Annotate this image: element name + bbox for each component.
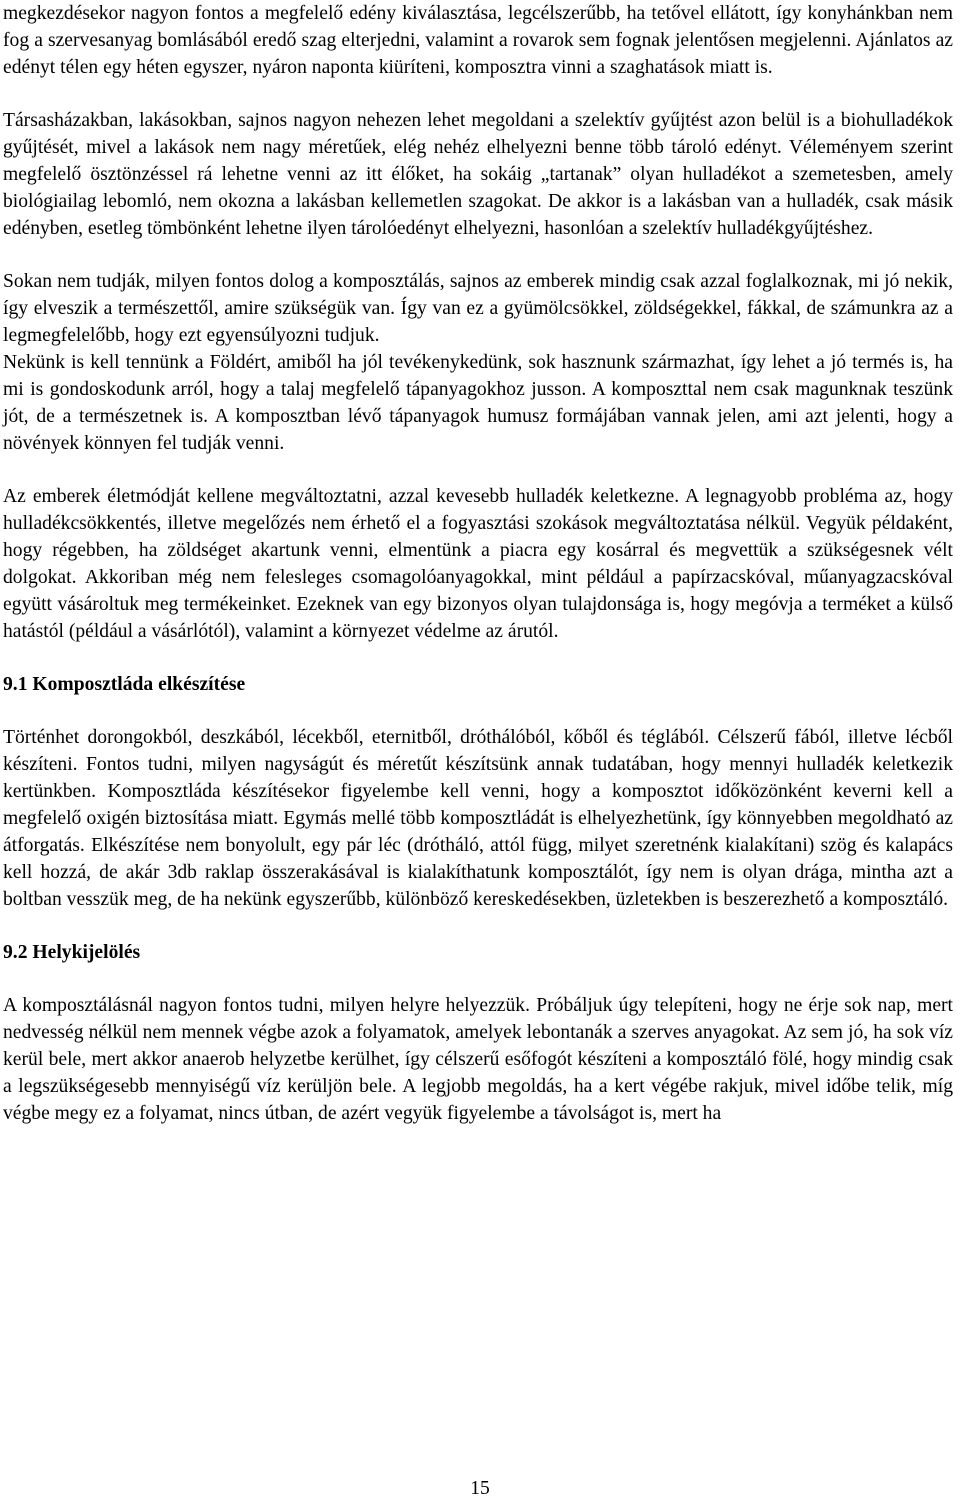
paragraph-caring-for-earth: Nekünk is kell tennünk a Földért, amiből ha jól tevékenykedünk, sok hasznunk származhat, így lehet a jó termés is, ha mi is gondoskodunk arról, hogy a talaj megfelelő tápanyagokhoz jusson. A komposzttal nem csak magunknak teszünk jót, de a természetnek is. A komposztban lévő tápanyagok humusz formájában vannak jelen, ami azt jelenti, hogy a növények könnyen fel tudják venni. — [3, 352, 953, 454]
page-body — [3, 0, 953, 1127]
section-heading-compost-bin: 9.1 Komposztláda elkészítése — [3, 674, 246, 695]
page-number: 15 — [470, 1478, 490, 1499]
paragraph-importance-of-composting: Sokan nem tudják, milyen fontos dolog a komposztálás, sajnos az emberek mindig csak azzal foglalkoznak, mi jó nekik, így elveszik a természettől, amire szükségük van. Így van ez a gyümölcsökkel, zöldségekkel, fákkal, de számunkra az a legmegfelelőbb, hogy ezt egyensúlyozni tudjuk. — [3, 271, 953, 346]
paragraph-lifestyle-change: Az emberek életmódját kellene megváltoztatni, azzal kevesebb hulladék keletkezne. A legnagyobb probléma az, hogy hulladékcsökkentés, illetve megelőzés nem érhető el a fogyasztási szokások megváltoztatása nélkül. Vegyük példaként, hogy régebben, ha zöldséget akartunk venni, elmentünk a piacra egy kosárral és megvettük a szükségesnek vélt dolgokat. Akkoriban még nem felesleges csomagolóanyagokkal, mint például a papírzacskóval, műanyagzacskóval együtt vásároltuk meg termékeinket. Ezeknek van egy bizonyos olyan tulajdonsága is, hogy megóvja a terméket a külső hatástól (például a vásárlótól), valamint a környezet védelme az árutól. — [3, 486, 953, 642]
paragraph-site-selection: A komposztálásnál nagyon fontos tudni, milyen helyre helyezzük. Próbáljuk úgy telepíteni, hogy ne érje sok nap, mert nedvesség nélkül nem mennek végbe azok a folyamatok, amelyek lebontanák a szerves anyagokat. Az sem jó, ha sok víz kerül bele, mert akkor anaerob helyzetbe kerülhet, így célszerű esőfogót készíteni a komposztáló fölé, hogy mindig csak a legszükségesebb mennyiségű víz kerüljön bele. A legjobb megoldás, ha a kert végébe rakjuk, mivel időbe telik, míg végbe megy ez a folyamat, nincs útban, de azért vegyük figyelembe a távolságot is, mert ha — [3, 995, 953, 1124]
paragraph-compost-bin-construction: Történhet dorongokból, deszkából, lécekből, eternitből, dróthálóból, kőből és téglából. Célszerű fából, illetve lécből készíteni. Fontos tudni, milyen nagyságút és méretűt készítsünk annak tudatában, hogy mennyi hulladék keletkezik kertünkben. Komposztláda készítésekor figyelembe kell venni, hogy a komposztot időközönként keverni kell a megfelelő oxigén biztosítása miatt. Egymás mellé több komposztládát is elhelyezhetünk, így könnyebben megoldható az átforgatás. Elkészítése nem bonyolult, egy pár léc (drótháló, attól függ, milyet szeretnénk kialakítani) szög és kalapács kell hozzá, de akár 3db raklap összerakásával is kialakíthatunk komposztálót, így nem is olyan drága, mintha azt a boltban vesszük meg, de ha nekünk egyszerűbb, különböző kereskedésekben, üzletekben is beszerezhető a komposztáló. — [3, 727, 953, 910]
paragraph-kitchen-container: megkezdésekor nagyon fontos a megfelelő edény kiválasztása, legcélszerűbb, ha tetővel ellátott, így konyhánkban nem fog a szervesanyag bomlásából eredő szag elterjedni, valamint a rovarok sem fognak jelentősen megjelenni. Ajánlatos az edényt télen egy héten egyszer, nyáron naponta kiüríteni, komposztra vinni a szaghatások miatt is. — [3, 3, 953, 78]
paragraph-apartment-collection: Társasházakban, lakásokban, sajnos nagyon nehezen lehet megoldani a szelektív gyűjtést azon belül is a biohulladékok gyűjtését, mivel a lakások nem nagy méretűek, elég nehéz elhelyezni benne több tároló edényt. Véleményem szerint megfelelő ösztönzéssel rá lehetne venni az itt élőket, ha sokáig „tartanak” olyan hulladékot a szemetesben, amely biológiailag lebomló, nem okozna a lakásban kellemetlen szagokat. De akkor is a lakásban van a hulladék, csak másik edényben, esetleg tömbönként lehetne ilyen tárolóedényt elhelyezni, hasonlóan a szelektív hulladékgyűjtéshez. — [3, 110, 953, 239]
section-heading-site-selection: 9.2 Helykijelölés — [3, 942, 141, 963]
